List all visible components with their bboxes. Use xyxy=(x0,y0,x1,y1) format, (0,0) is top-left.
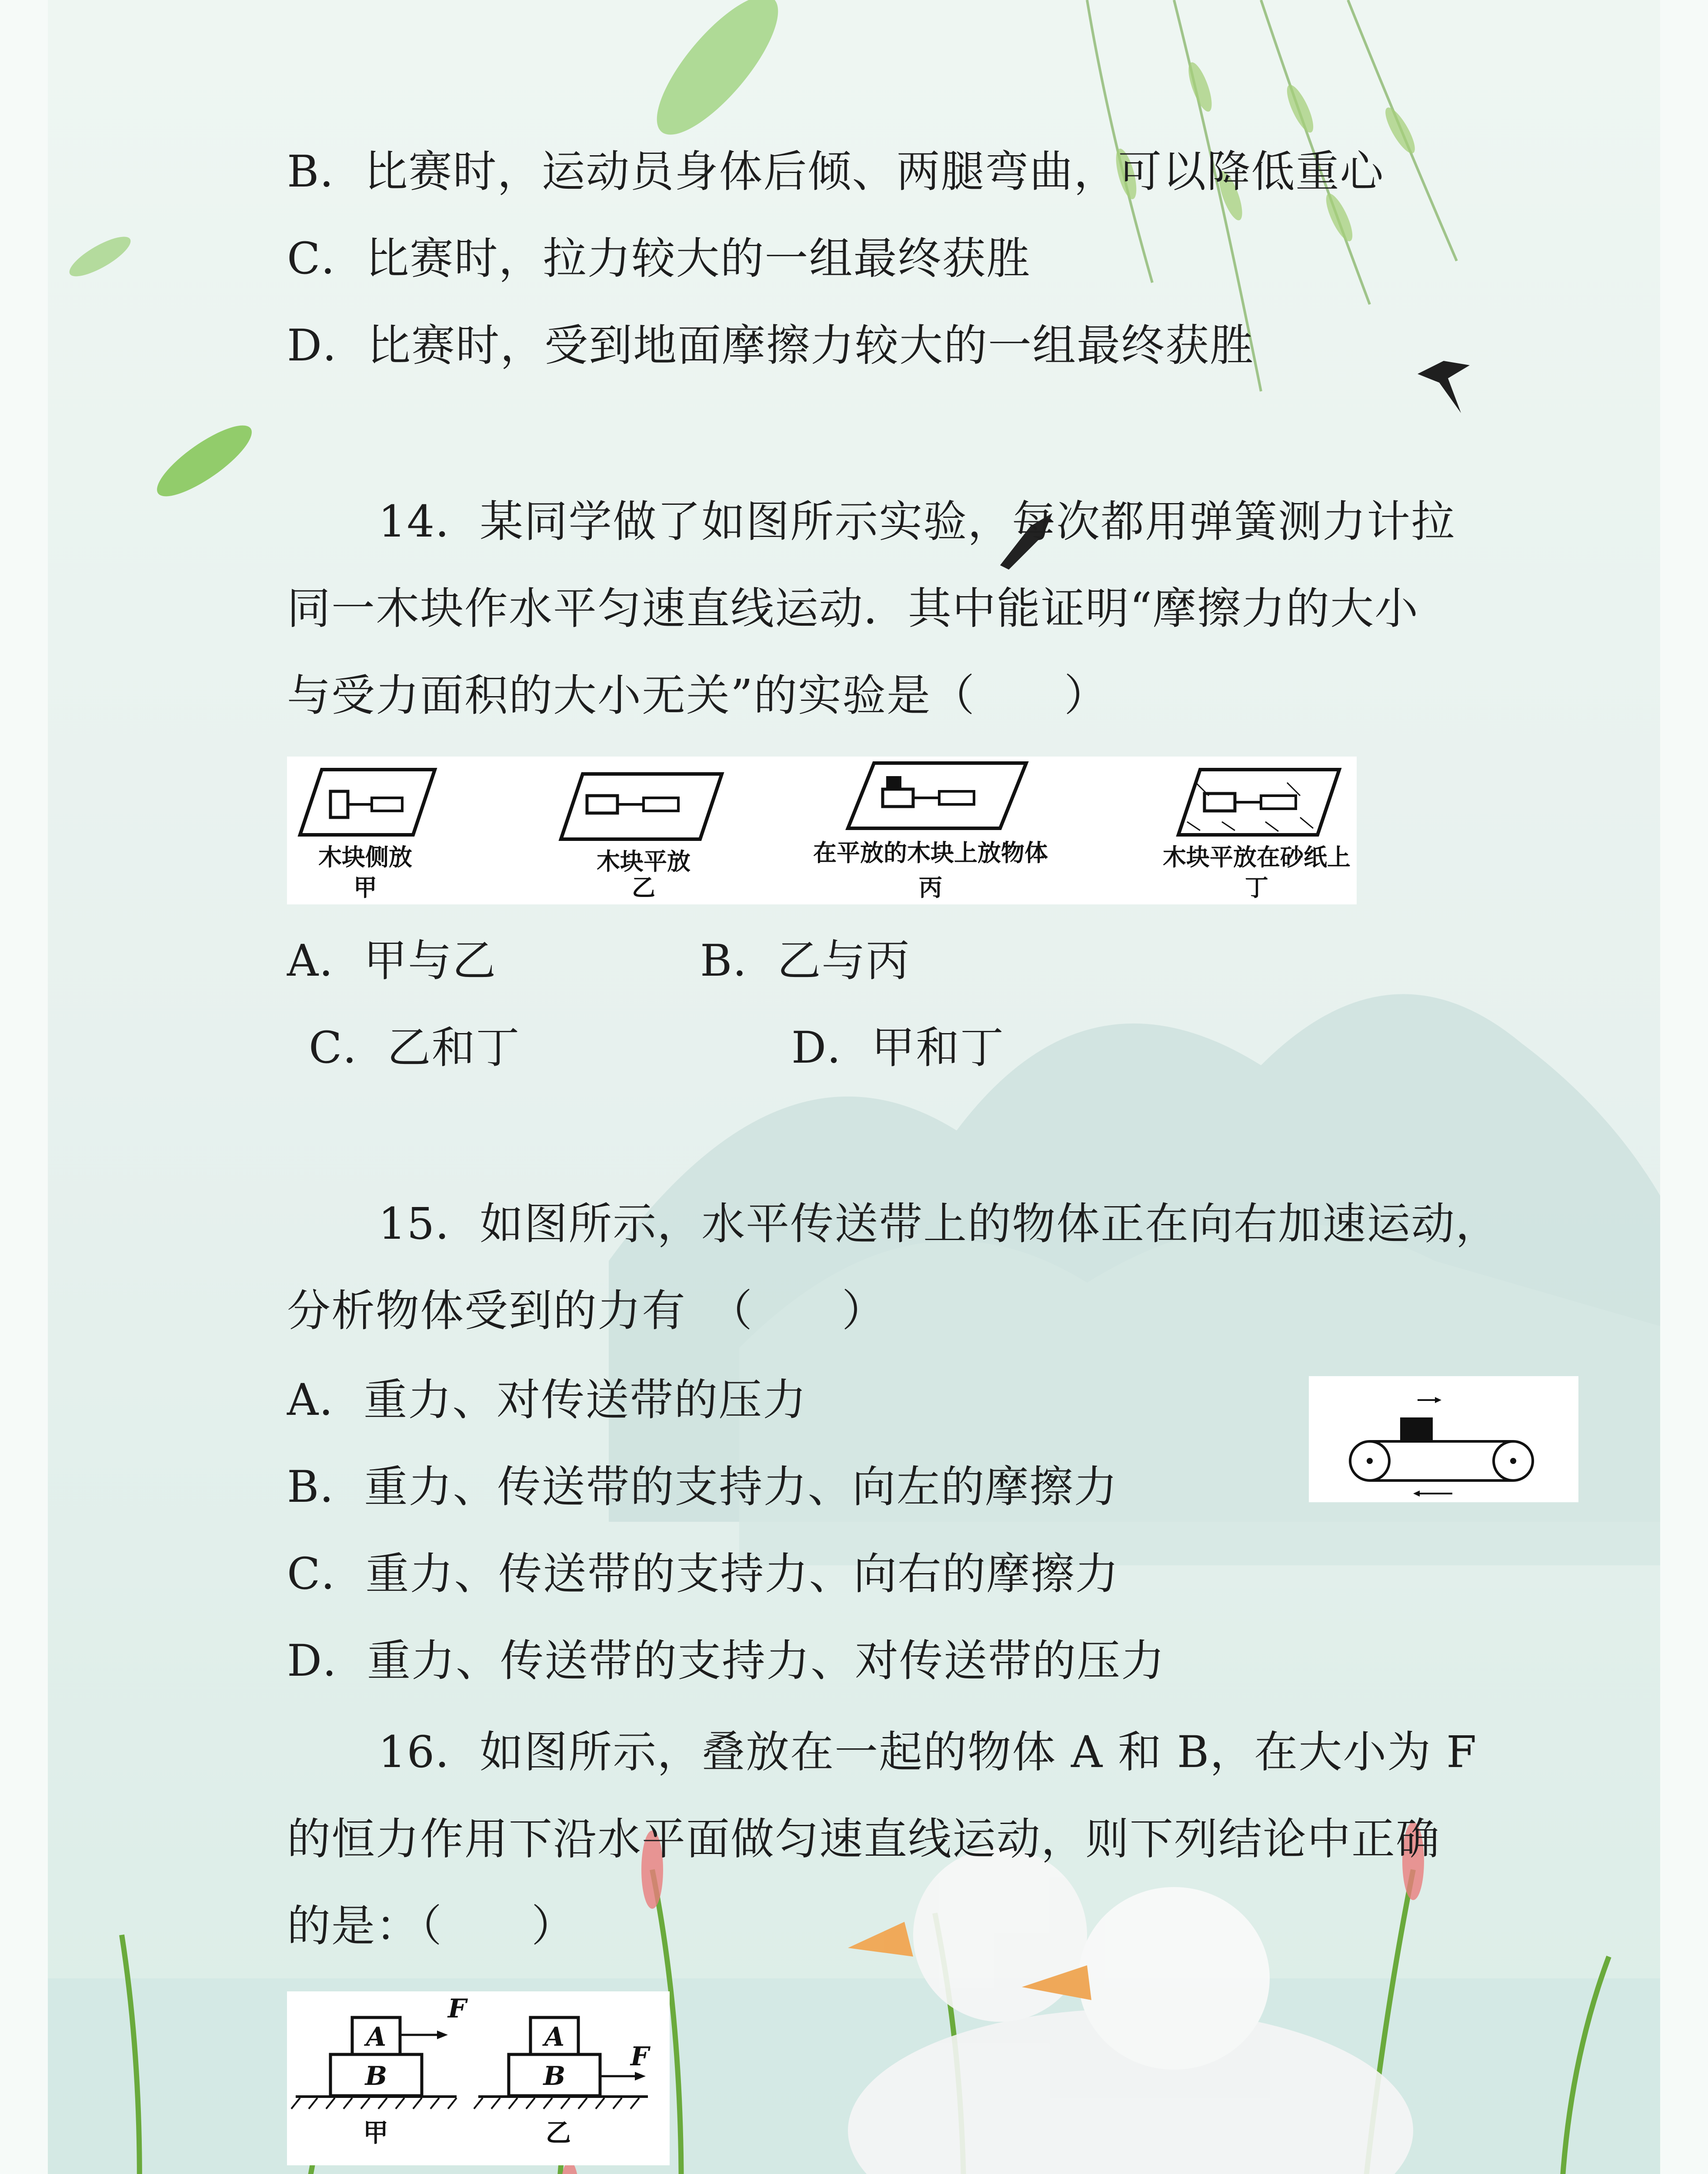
q15-stem-line2: 分析物体受到的力有 （ ） xyxy=(287,1285,886,1336)
q13-option-d: D．比赛时，受到地面摩擦力较大的一组最终获胜 xyxy=(287,320,1254,371)
q16-stem-line3: 的是：（ ） xyxy=(287,1901,576,1951)
block-a-right: A xyxy=(544,2022,565,2052)
caption-jia: 木块侧放 xyxy=(318,844,412,871)
experiment-bing xyxy=(813,763,1048,901)
q14-stem-line1: 14．某同学做了如图所示实验，每次都用弹簧测力计拉 xyxy=(378,496,1456,547)
force-label-left: F xyxy=(448,1994,467,2024)
q14-option-c: C．乙和丁 xyxy=(309,1022,520,1073)
q15-option-c: C．重力、传送带的支持力、向右的摩擦力 xyxy=(287,1548,1120,1599)
q14-stem-line2: 同一木块作水平匀速直线运动．其中能证明“摩擦力的大小 xyxy=(287,583,1419,634)
q15-stem-line1: 15．如图所示，水平传送带上的物体正在向右加速运动， xyxy=(378,1198,1500,1249)
document-page xyxy=(48,0,1660,2174)
caption-ding: 木块平放在砂纸上 xyxy=(1163,844,1351,871)
tag-bing: 丙 xyxy=(919,874,942,901)
q16-figure-stacked-blocks xyxy=(287,1991,670,2165)
q14-option-b: B．乙与丙 xyxy=(700,935,911,986)
experiment-ding xyxy=(1163,770,1351,901)
q13-option-c: C．比赛时，拉力较大的一组最终获胜 xyxy=(287,233,1031,284)
experiment-jia xyxy=(300,770,435,901)
tag-jia: 甲 xyxy=(354,874,377,901)
q15-option-b: B．重力、传送带的支持力、向左的摩擦力 xyxy=(287,1461,1118,1512)
q13-option-b: B．比赛时，运动员身体后倾、两腿弯曲，可以降低重心 xyxy=(287,146,1384,197)
q16-stem-line1: 16．如图所示，叠放在一起的物体 A 和 B，在大小为 F xyxy=(378,1727,1478,1777)
caption-yi: 木块平放 xyxy=(597,848,691,875)
caption-bing: 在平放的木块上放物体 xyxy=(813,839,1048,867)
q15-figure-conveyor-belt xyxy=(1309,1376,1578,1502)
tag-jia-16: 甲 xyxy=(363,2118,389,2147)
q15-option-d: D．重力、传送带的支持力、对传送带的压力 xyxy=(287,1635,1166,1686)
q14-option-d: D．甲和丁 xyxy=(791,1022,1005,1073)
experiment-yi xyxy=(561,774,722,901)
q14-stem-line3: 与受力面积的大小无关”的实验是（ ） xyxy=(287,670,1109,721)
q16-stem-line2: 的恒力作用下沿水平面做匀速直线运动，则下列结论中正确 xyxy=(287,1814,1440,1864)
block-a-left: A xyxy=(366,2022,387,2052)
block-b-right: B xyxy=(543,2061,566,2091)
block-b-left: B xyxy=(365,2061,387,2091)
tag-yi-16: 乙 xyxy=(546,2118,571,2147)
block-on-belt xyxy=(1400,1417,1433,1441)
tag-ding: 丁 xyxy=(1245,874,1268,901)
q15-option-a: A．重力、对传送带的压力 xyxy=(287,1374,807,1425)
q14-figure-experiments xyxy=(287,757,1357,904)
force-label-right: F xyxy=(630,2041,649,2072)
tag-yi: 乙 xyxy=(632,874,655,901)
q14-option-a: A．甲与乙 xyxy=(287,935,497,986)
